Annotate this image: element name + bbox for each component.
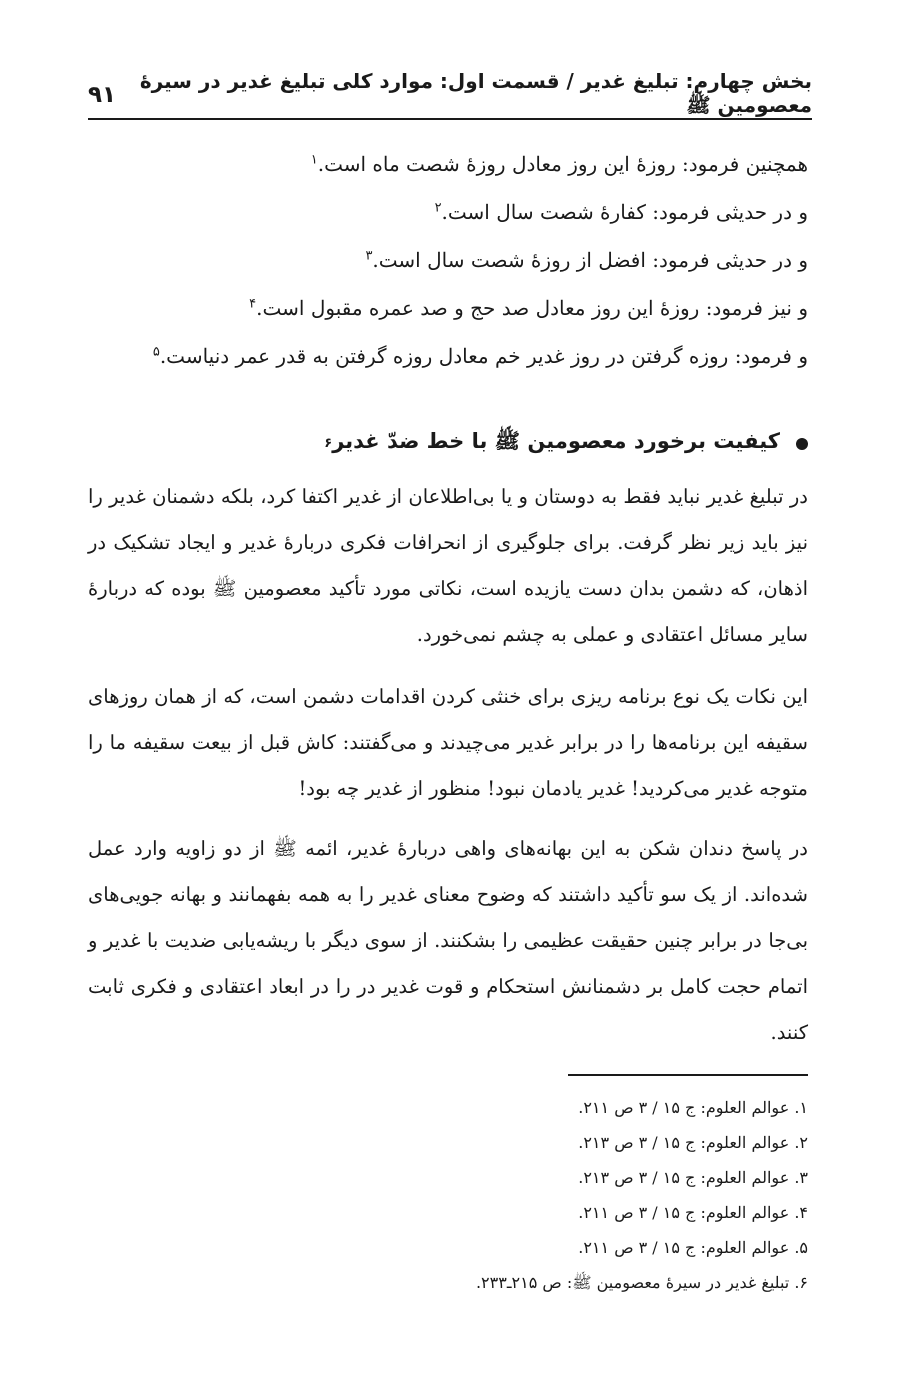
footnote-ref[interactable]: ۲ <box>434 200 442 216</box>
header-title: بخش چهارم: تبلیغ غدیر / قسمت اول: موارد کلی تبلیغ غدیر در سیرهٔ معصومین ﷺ <box>139 68 812 117</box>
hadith-line <box>88 140 808 188</box>
footnote-divider <box>568 1074 808 1076</box>
footnote: ۴. عوالم العلوم: ج ۱۵ / ۳ ص ۲۱۱. <box>578 1203 808 1222</box>
footnote-ref[interactable]: ۳ <box>365 248 373 264</box>
footnote-ref[interactable]: ۴ <box>249 296 257 312</box>
hadith-line <box>88 236 808 284</box>
paragraph: در تبلیغ غدیر نباید فقط به دوستان و یا بی‌اطلاعان از غدیر اکتفا کرد، بلکه دشمنان غدیر را نیز باید زیر نظر گرفت. برای جلوگیری از انحرافات فکری دربارهٔ غدیر و ایجاد تشکیک در اذهان، که دشمن بدان دست یازیده است، نکاتی مورد تأکید معصومین ﷺ بوده که دربارهٔ سایر مسائل اعتقادی و عملی به چشم نمی‌خورد. <box>88 485 808 646</box>
hadith-line <box>88 284 808 332</box>
page-number: ۹۱ <box>88 82 117 108</box>
footnote: ۱. عوالم العلوم: ج ۱۵ / ۳ ص ۲۱۱. <box>578 1098 808 1117</box>
bullet-icon <box>796 438 808 450</box>
footnote-ref[interactable]: ۱ <box>310 152 318 168</box>
footnote: ۲. عوالم العلوم: ج ۱۵ / ۳ ص ۲۱۳. <box>578 1133 808 1152</box>
section-heading: کیفیت برخورد معصومین ﷺ با خط ضدّ غدیر ۶ <box>88 428 808 459</box>
section-heading-text: کیفیت برخورد معصومین ﷺ با خط ضدّ غدیر <box>332 429 780 453</box>
hadith-lines <box>88 140 808 380</box>
hadith-text: همچنین فرمود: روزهٔ این روز معادل روزهٔ شصت ماه است. <box>317 152 808 176</box>
running-header <box>88 68 812 120</box>
paragraph: این نکات یک نوع برنامه ریزی برای خنثی کردن اقدامات دشمن است، که از همان روزهای سقیفه این برنامه‌ها را در برابر غدیر می‌چیدند و می‌گفتند: کاش قبل از بیعت سقیفه ما را متوجه غدیر می‌کردید! غدیر یادمان نبود! منظور از غدیر چه بود! <box>88 685 808 800</box>
hadith-text: و در حدیثی فرمود: کفارهٔ شصت سال است. <box>441 200 808 224</box>
hadith-line <box>88 188 808 236</box>
footnote: ۵. عوالم العلوم: ج ۱۵ / ۳ ص ۲۱۱. <box>578 1238 808 1257</box>
paragraph: در پاسخ دندان شکن به این بهانه‌های واهی دربارهٔ غدیر، ائمه ﷺ از دو زاویه وارد عمل شده‌اند. از یک سو تأکید داشتند که وضوح معنای غدیر را به همه بفهمانند و بهانه جویی‌های بی‌جا در برابر چنین حقیقت عظیمی را بشکنند. از سوی دیگر با ریشه‌یابی ضدیت با غدیر و اتمام حجت کامل بر دشمنانش استحکام و قوت غدیر در را در ابعاد اعتقادی و فکری ثابت کنند. <box>88 837 808 1044</box>
hadith-line <box>88 332 808 380</box>
footnote: ۶. تبلیغ غدیر در سیرهٔ معصومین ﷺ: ص ۲۱۵ـ۲۳۳. <box>475 1273 808 1292</box>
hadith-text: و نیز فرمود: روزهٔ این روز معادل صد حج و صد عمره مقبول است. <box>256 296 808 320</box>
footnote-ref[interactable]: ۵ <box>152 344 160 360</box>
footnote: ۳. عوالم العلوم: ج ۱۵ / ۳ ص ۲۱۳. <box>578 1168 808 1187</box>
footnotes <box>88 1090 808 1300</box>
hadith-text: و در حدیثی فرمود: افضل از روزهٔ شصت سال است. <box>372 248 808 272</box>
hadith-text: و فرمود: روزه گرفتن در روز غدیر خم معادل روزه گرفتن به قدر عمر دنیاست. <box>159 344 808 368</box>
